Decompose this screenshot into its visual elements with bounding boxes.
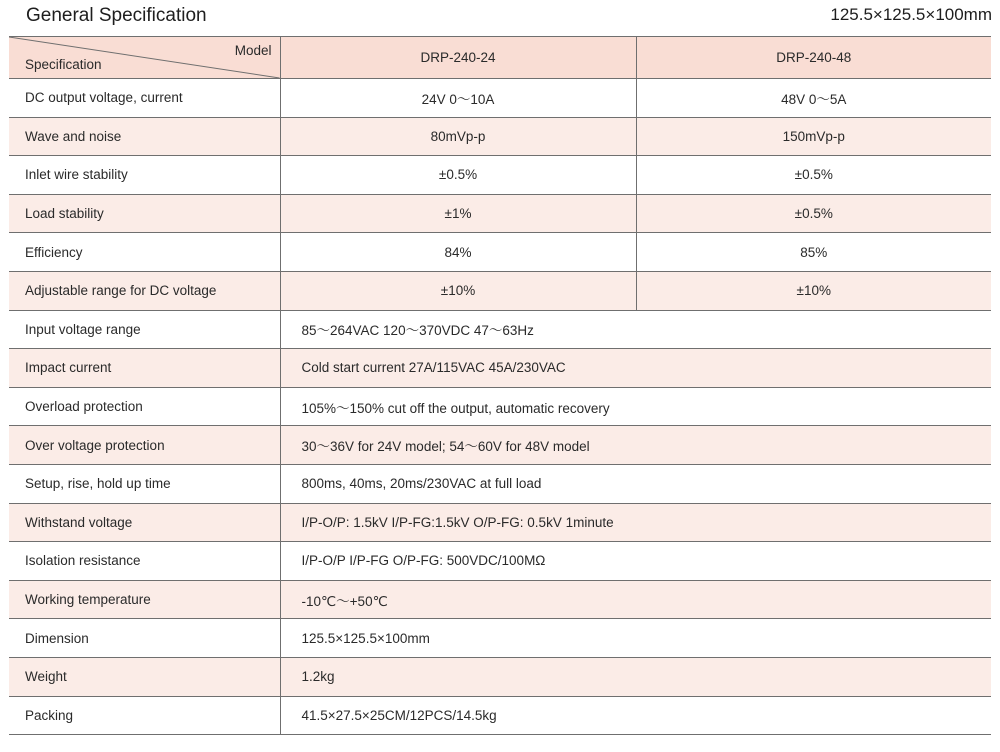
- row-value-model-1: 24V 0～10A: [280, 79, 636, 118]
- row-value-model-1: ±10%: [280, 271, 636, 310]
- table-row: [9, 271, 991, 310]
- row-label: Efficiency: [9, 233, 280, 272]
- row-value-model-1: 80mVp-p: [280, 117, 636, 156]
- row-value-shared: 85～264VAC 120～370VDC 47～63Hz: [280, 310, 991, 349]
- table-row: [9, 79, 991, 118]
- row-value-shared: 125.5×125.5×100mm: [280, 619, 991, 658]
- row-value-model-1: ±1%: [280, 194, 636, 233]
- row-value-model-2: ±10%: [636, 271, 991, 310]
- row-value-shared: -10℃～+50℃: [280, 580, 991, 619]
- table-row: [9, 619, 991, 658]
- row-label: Impact current: [9, 349, 280, 388]
- row-label: Wave and noise: [9, 117, 280, 156]
- row-value-model-2: 150mVp-p: [636, 117, 991, 156]
- table-row: [9, 349, 991, 388]
- row-label: Working temperature: [9, 580, 280, 619]
- table-row: [9, 464, 991, 503]
- row-value-model-2: ±0.5%: [636, 156, 991, 195]
- row-value-shared: I/P-O/P I/P-FG O/P-FG: 500VDC/100MΩ: [280, 542, 991, 581]
- page-title: General Specification: [26, 5, 207, 26]
- row-label: Packing: [9, 696, 280, 735]
- table-row: [9, 117, 991, 156]
- table-row: [9, 426, 991, 465]
- corner-header-cell: [9, 37, 280, 79]
- table-row: [9, 387, 991, 426]
- table-row: [9, 696, 991, 735]
- row-label: Inlet wire stability: [9, 156, 280, 195]
- model-column-label: Model: [234, 43, 272, 58]
- row-label: Withstand voltage: [9, 503, 280, 542]
- specification-table: [9, 36, 991, 735]
- specification-row-label: Specification: [25, 57, 102, 72]
- row-value-model-1: 84%: [280, 233, 636, 272]
- table-row: [9, 156, 991, 195]
- row-label: DC output voltage, current: [9, 79, 280, 118]
- row-value-shared: 1.2kg: [280, 657, 991, 696]
- row-label: Weight: [9, 657, 280, 696]
- row-value-model-2: 85%: [636, 233, 991, 272]
- row-label: Dimension: [9, 619, 280, 658]
- row-label: Over voltage protection: [9, 426, 280, 465]
- model-header-drp-240-24: DRP-240-24: [280, 37, 636, 79]
- row-value-shared: I/P-O/P: 1.5kV I/P-FG:1.5kV O/P-FG: 0.5kV 1minute: [280, 503, 991, 542]
- overall-dimensions: 125.5×125.5×100mm: [830, 5, 992, 24]
- table-row: [9, 580, 991, 619]
- model-header-drp-240-48: DRP-240-48: [636, 37, 991, 79]
- row-label: Load stability: [9, 194, 280, 233]
- row-value-shared: 105%～150% cut off the output, automatic recovery: [280, 387, 991, 426]
- row-label: Setup, rise, hold up time: [9, 464, 280, 503]
- table-row: [9, 503, 991, 542]
- table-header-row: [9, 37, 991, 79]
- table-row: [9, 310, 991, 349]
- table-row: [9, 657, 991, 696]
- table-row: [9, 194, 991, 233]
- row-value-model-1: ±0.5%: [280, 156, 636, 195]
- row-value-shared: 41.5×27.5×25CM/12PCS/14.5kg: [280, 696, 991, 735]
- row-value-model-2: 48V 0～5A: [636, 79, 991, 118]
- row-value-shared: Cold start current 27A/115VAC 45A/230VAC: [280, 349, 991, 388]
- row-value-model-2: ±0.5%: [636, 194, 991, 233]
- row-value-shared: 800ms, 40ms, 20ms/230VAC at full load: [280, 464, 991, 503]
- row-label: Adjustable range for DC voltage: [9, 271, 280, 310]
- row-label: Overload protection: [9, 387, 280, 426]
- row-label: Input voltage range: [9, 310, 280, 349]
- table-row: [9, 542, 991, 581]
- row-value-shared: 30～36V for 24V model; 54～60V for 48V model: [280, 426, 991, 465]
- table-row: [9, 233, 991, 272]
- row-label: Isolation resistance: [9, 542, 280, 581]
